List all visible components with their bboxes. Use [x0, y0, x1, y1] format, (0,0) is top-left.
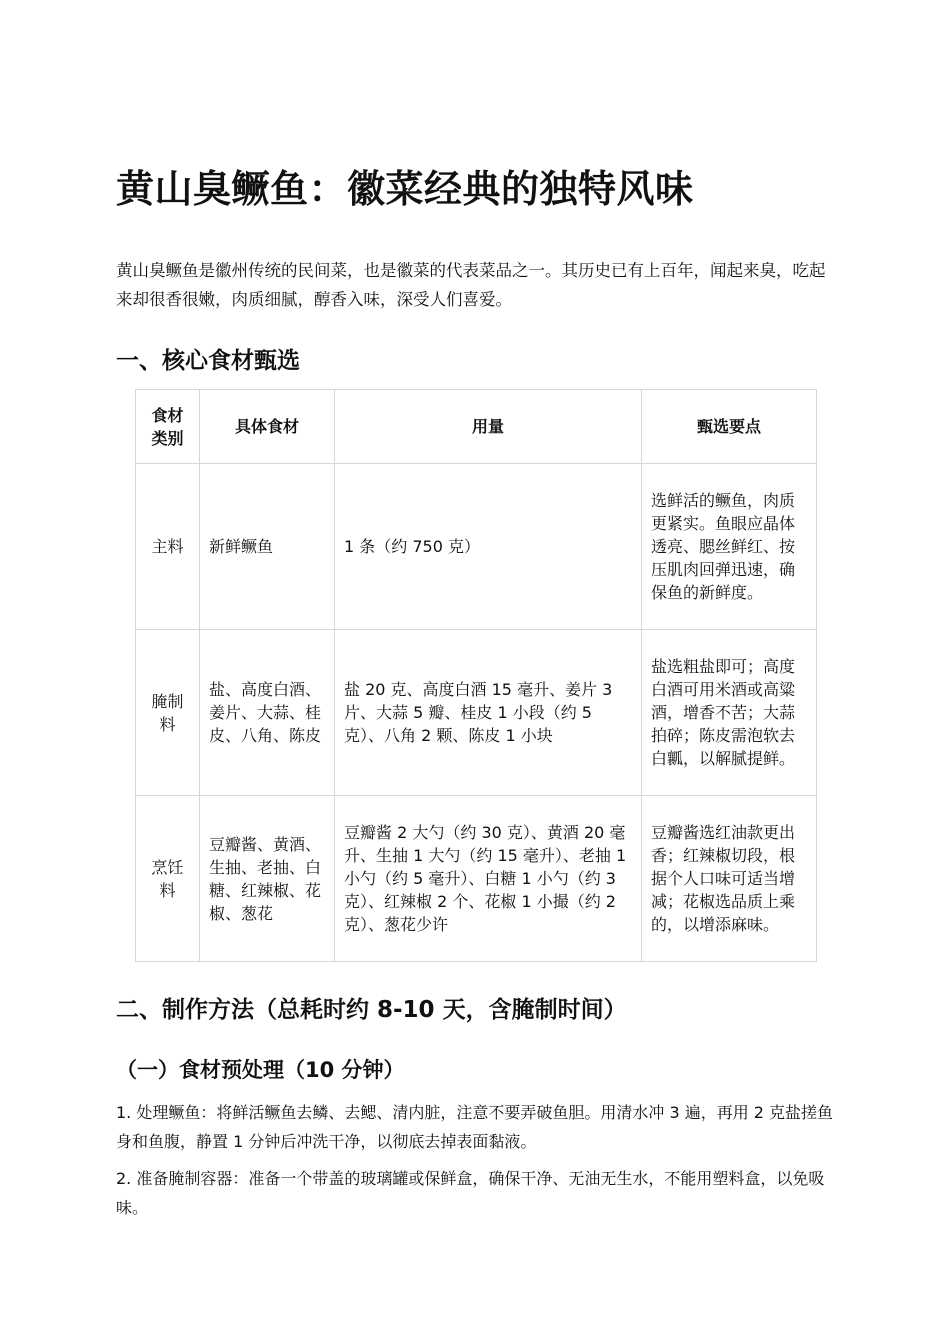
cell-category: 腌制料	[136, 630, 200, 796]
table-header-row	[136, 390, 817, 464]
header-ingredients: 具体食材	[200, 390, 335, 464]
header-amount: 用量	[335, 390, 642, 464]
cell-ingredients: 新鲜鳜鱼	[200, 464, 335, 630]
ingredients-table	[135, 389, 817, 962]
section-heading-method: 二、制作方法（总耗时约 8-10 天，含腌制时间）	[116, 997, 627, 1023]
step-paragraph: 1. 处理鳜鱼：将鲜活鳜鱼去鳞、去鳃、清内脏，注意不要弄破鱼胆。用清水冲 3 遍，再用 2 克盐搓鱼身和鱼腹，静置 1 分钟后冲洗干净，以彻底去掉表面黏液。	[116, 1103, 834, 1151]
intro-paragraph: 黄山臭鳜鱼是徽州传统的民间菜，也是徽菜的代表菜品之一。其历史已有上百年，闻起来臭，吃起来却很香很嫩，肉质细腻，醇香入味，深受人们喜爱。	[116, 261, 826, 309]
cell-category: 主料	[136, 464, 200, 630]
cell-amount: 盐 20 克、高度白酒 15 毫升、姜片 3 片、大蒜 5 瓣、桂皮 1 小段（约 5 克）、八角 2 颗、陈皮 1 小块	[335, 630, 642, 796]
cell-category: 烹饪料	[136, 796, 200, 962]
step-paragraph: 2. 准备腌制容器：准备一个带盖的玻璃罐或保鲜盒，确保干净、无油无生水，不能用塑料盒，以免吸味。	[116, 1169, 825, 1217]
header-selection-tips: 甄选要点	[642, 390, 817, 464]
page-title: 黄山臭鳜鱼：徽菜经典的独特风味	[116, 167, 694, 211]
cell-tips: 选鲜活的鳜鱼，肉质更紧实。鱼眼应晶体透亮、腮丝鲜红、按压肌肉回弹迅速，确保鱼的新鲜度。	[642, 464, 817, 630]
subsection-heading-prep: （一）食材预处理（10 分钟）	[116, 1058, 405, 1082]
cell-ingredients: 豆瓣酱、黄酒、生抽、老抽、白糖、红辣椒、花椒、葱花	[200, 796, 335, 962]
table-row	[136, 630, 817, 796]
cell-amount: 豆瓣酱 2 大勺（约 30 克）、黄酒 20 毫升、生抽 1 大勺（约 15 毫升）、老抽 1 小勺（约 5 毫升）、白糖 1 小勺（约 3 克）、红辣椒 2 个、花椒 1 小撮（约 2 克）、葱花少许	[335, 796, 642, 962]
cell-tips: 豆瓣酱选红油款更出香；红辣椒切段，根据个人口味可适当增减；花椒选品质上乘的，以增添麻味。	[642, 796, 817, 962]
cell-tips: 盐选粗盐即可；高度白酒可用米酒或高粱酒，增香不苦；大蒜拍碎；陈皮需泡软去白瓤，以解腻提鲜。	[642, 630, 817, 796]
header-category: 食材类别	[136, 390, 200, 464]
section-heading-ingredients: 一、核心食材甄选	[116, 348, 300, 374]
cell-amount: 1 条（约 750 克）	[335, 464, 642, 630]
table-row	[136, 796, 817, 962]
cell-ingredients: 盐、高度白酒、姜片、大蒜、桂皮、八角、陈皮	[200, 630, 335, 796]
table-row	[136, 464, 817, 630]
